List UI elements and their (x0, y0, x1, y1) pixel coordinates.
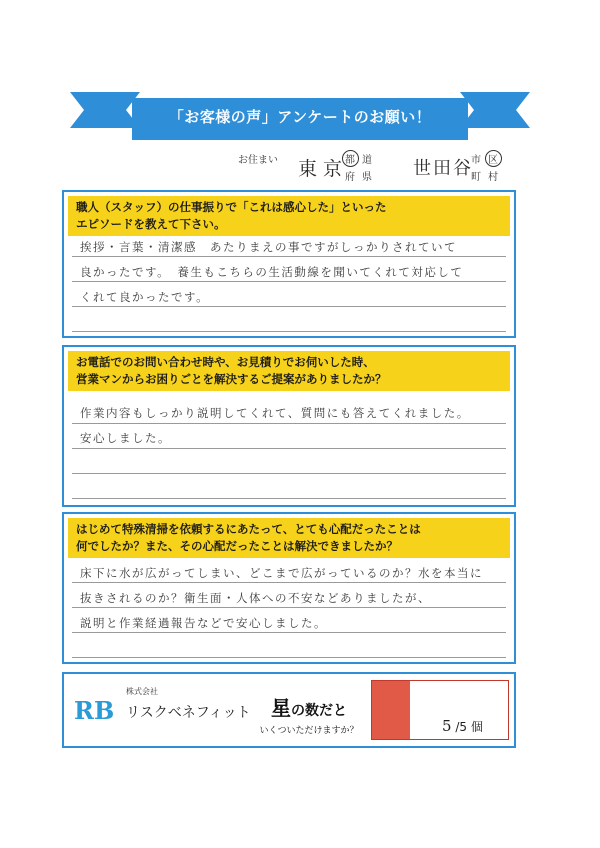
rating-suffix: /5 個 (455, 720, 483, 734)
footer-box (62, 672, 516, 748)
question-box (68, 351, 510, 391)
rating-number: 5 (442, 717, 452, 735)
ruled-line (72, 657, 506, 658)
survey-section-2 (62, 345, 516, 507)
answer-line: 挨拶・言葉・清潔感 あたりまえの事ですがしっかりされていて (80, 240, 457, 254)
address-row (238, 148, 538, 188)
question-box (68, 196, 510, 236)
address-label: お住まい (238, 155, 278, 166)
company-logo: RB (74, 696, 115, 725)
address-son: 村 (488, 172, 498, 183)
rating-box (371, 680, 509, 740)
banner-title: 「お客様の声」アンケートのお願い！ (168, 108, 432, 126)
question-line: お電話でのお問い合わせ時や、お見積りでお伺いした時、 (76, 355, 375, 369)
question-line: 営業マンからお困りごとを解決するご提案がありましたか？ (76, 372, 387, 386)
ruled-line (72, 632, 506, 633)
survey-section-3 (62, 512, 516, 664)
star-question-main (254, 692, 364, 721)
address-prefecture: 東京 (298, 158, 349, 180)
ruled-line (72, 582, 506, 583)
address-do: 道 (362, 155, 372, 166)
ruled-line (72, 306, 506, 307)
ruled-line (72, 423, 506, 424)
question-line: 職人（スタッフ）の仕事振りで「これは感心した」といった (76, 200, 387, 214)
company-prefix: 株式会社 (126, 687, 158, 696)
company-name: リスクベネフィット (126, 705, 251, 721)
answer-line: 作業内容もしっかり説明してくれて、質問にも答えてくれました。 (80, 406, 470, 420)
answer-line: 床下に水が広がってしまい、どこまで広がっているのか？水を本当に (80, 566, 483, 580)
answer-line: 安心しました。 (80, 431, 171, 445)
address-fu: 府 (345, 172, 355, 183)
ruled-line (72, 281, 506, 282)
ruled-line (72, 498, 506, 499)
answer-line: 説明と作業経過報告などで安心しました。 (80, 616, 327, 630)
question-line: 何でしたか？また、その心配だったことは解決できましたか？ (76, 539, 398, 553)
answer-line: 良かったです。 養生もこちらの生活動線を聞いてくれて対応して (80, 265, 464, 279)
rating-accent (372, 681, 410, 739)
answer-line: くれて良かったです。 (80, 290, 210, 304)
address-ku: 区 (488, 155, 498, 166)
answer-line: 抜きされるのか？衛生面・人体への不安などありましたが、 (80, 591, 431, 605)
address-city: 世田谷 (413, 158, 473, 179)
ruled-line (72, 448, 506, 449)
address-shi: 市 (471, 155, 481, 166)
ruled-line (72, 473, 506, 474)
star-question-rest: の数だと (291, 703, 347, 719)
address-to: 都 (345, 155, 355, 166)
question-line: エピソードを教えて下さい。 (76, 217, 226, 231)
address-ken: 県 (362, 172, 372, 183)
star-question-sub: いくついただけますか？ (259, 726, 359, 736)
ruled-line (72, 331, 506, 332)
question-box (68, 518, 510, 558)
survey-section-1 (62, 190, 516, 338)
address-cho: 町 (471, 172, 481, 183)
ruled-line (72, 256, 506, 257)
star-rating-question (254, 692, 364, 736)
star-kanji: 星 (271, 696, 291, 720)
ruled-line (72, 607, 506, 608)
rating-value (442, 717, 483, 735)
question-line: はじめて特殊清掃を依頼するにあたって、とても心配だったことは (76, 522, 421, 536)
